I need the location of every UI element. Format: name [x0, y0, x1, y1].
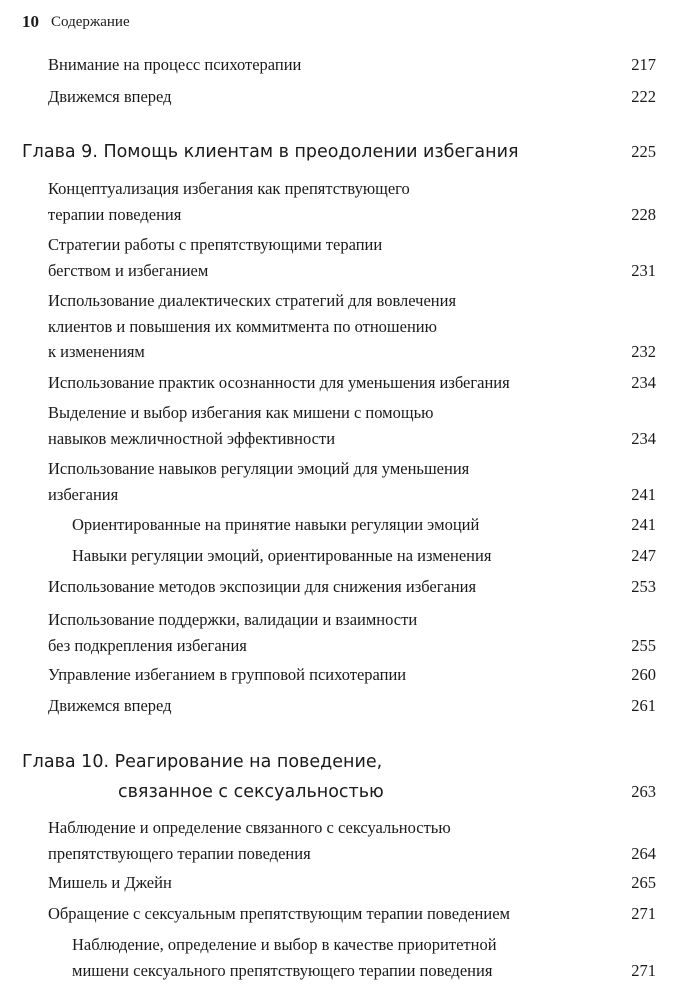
toc-title-line: к изменениям [48, 342, 145, 361]
toc-page-number: 265 [631, 873, 656, 892]
toc-title-line: Стратегии работы с препятствующими терапии [48, 235, 383, 254]
toc-title-line: Управление избеганием в групповой психотерапии [48, 665, 407, 684]
toc-page-number: 253 [631, 577, 656, 596]
toc-title-line: Навыки регуляции эмоций, ориентированные на изменения [72, 546, 492, 565]
toc-title-line: Использование методов экспозиции для снижения избегания [48, 577, 477, 596]
toc-page-number: 271 [631, 904, 656, 923]
toc-title-line: Наблюдение и определение связанного с сексуальностью [48, 818, 451, 837]
toc-page-number: 234 [631, 373, 656, 392]
toc-page-number: 255 [631, 635, 656, 655]
toc-title-line: Движемся вперед [48, 87, 172, 106]
toc-title-line: Движемся вперед [48, 696, 172, 715]
toc-title-line: связанное с сексуальностью [118, 782, 384, 802]
toc-page-number: 263 [631, 782, 656, 801]
toc-title-line: Выделение и выбор избегания как мишени с помощью [48, 403, 434, 422]
toc-title-line: навыков межличностной эффективности [48, 428, 336, 448]
toc-title-line: избегания [48, 484, 119, 504]
toc-page-number: 264 [631, 843, 656, 863]
toc-title-line: Мишель и Джейн [48, 873, 172, 892]
toc-title-line: Использование практик осознанности для уменьшения избегания [48, 373, 510, 392]
toc-page-number: 271 [631, 960, 656, 980]
toc-title-line: Использование диалектических стратегий для вовлечения [48, 291, 457, 310]
toc-title-line: терапии поведения [48, 204, 182, 224]
toc-title-line: Концептуализация избегания как препятствующего [48, 179, 410, 198]
page-number: 10 [22, 12, 39, 31]
toc-title-line: мишени сексуального препятствующего терапии поведения [72, 960, 493, 980]
toc-title-line: без подкрепления избегания [48, 635, 247, 655]
toc-title-line: Глава 10. Реагирование на поведение, [22, 752, 383, 772]
toc-page-number: 217 [631, 55, 656, 74]
toc-page-number: 261 [631, 696, 656, 715]
toc-page-number: 241 [631, 484, 656, 504]
toc-title-line: Глава 9. Помощь клиентам в преодолении избегания [22, 142, 519, 162]
toc-title-line: Ориентированные на принятие навыки регуляции эмоций [72, 515, 480, 534]
toc-page-number: 222 [631, 87, 656, 106]
toc-title-line: бегством и избеганием [48, 260, 209, 280]
toc-title-line: клиентов и повышения их коммитмента по отношению [48, 316, 437, 336]
toc-title-line: Использование поддержки, валидации и взаимности [48, 610, 418, 629]
toc-title-line: препятствующего терапии поведения [48, 843, 311, 863]
toc-title-line: Использование навыков регуляции эмоций для уменьшения [48, 459, 470, 478]
toc-title-line: Обращение с сексуальным препятствующим терапии поведением [48, 904, 510, 923]
toc-page-number: 241 [631, 515, 656, 534]
toc-page-number: 231 [631, 260, 656, 280]
toc-title-line: Внимание на процесс психотерапии [48, 55, 302, 74]
toc-page-number: 228 [631, 204, 656, 224]
toc-page-number: 247 [631, 546, 656, 565]
toc-title-line: Наблюдение, определение и выбор в качестве приоритетной [72, 935, 497, 954]
running-header-title: Содержание [51, 13, 130, 30]
toc-page-number: 225 [631, 142, 656, 161]
toc-page-number: 234 [631, 428, 656, 448]
toc-page-number: 260 [631, 665, 656, 684]
toc-page-number: 232 [631, 342, 656, 361]
